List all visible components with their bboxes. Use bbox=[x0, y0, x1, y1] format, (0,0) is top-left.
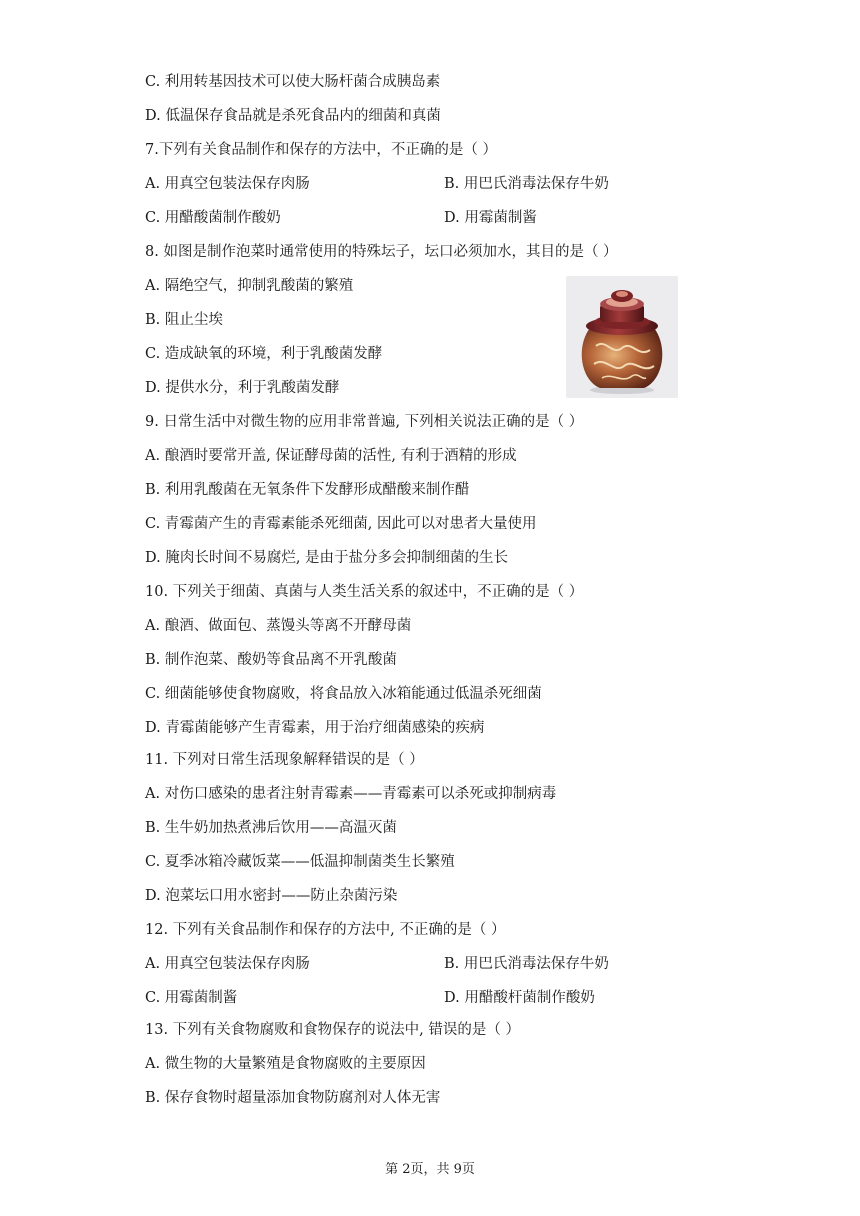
option-10a: A. 酿酒、做面包、蒸馒头等离不开酵母菌 bbox=[145, 618, 412, 634]
question-8: 8. 如图是制作泡菜时通常使用的特殊坛子，坛口必须加水，其目的是（ ） bbox=[145, 244, 618, 260]
option-12b: B. 用巴氏消毒法保存牛奶 bbox=[444, 956, 609, 972]
option-9c: C. 青霉菌产生的青霉素能杀死细菌, 因此可以对患者大量使用 bbox=[145, 516, 537, 532]
option-13a: A. 微生物的大量繁殖是食物腐败的主要原因 bbox=[145, 1056, 426, 1072]
question-13: 13. 下列有关食物腐败和食物保存的说法中, 错误的是（ ） bbox=[145, 1022, 520, 1038]
option-11c: C. 夏季冰箱冷藏饭菜——低温抑制菌类生长繁殖 bbox=[145, 854, 455, 870]
question-12: 12. 下列有关食品制作和保存的方法中, 不正确的是（ ） bbox=[145, 922, 506, 938]
option-8d: D. 提供水分，利于乳酸菌发酵 bbox=[145, 380, 340, 396]
option-9a: A. 酿酒时要常开盖, 保证酵母菌的活性, 有利于酒精的形成 bbox=[145, 448, 517, 464]
page-number-footer: 第 2页，共 9页 bbox=[385, 1162, 475, 1177]
option-6d: D. 低温保存食品就是杀死食品内的细菌和真菌 bbox=[145, 108, 441, 124]
option-12c: C. 用霉菌制酱 bbox=[145, 990, 238, 1006]
option-6c: C. 利用转基因技术可以使大肠杆菌合成胰岛素 bbox=[145, 74, 441, 90]
option-8b: B. 阻止尘埃 bbox=[145, 312, 223, 328]
pickle-jar-icon bbox=[566, 276, 678, 398]
option-8a: A. 隔绝空气，抑制乳酸菌的繁殖 bbox=[145, 278, 354, 294]
option-10d: D. 青霉菌能够产生青霉素，用于治疗细菌感染的疾病 bbox=[145, 720, 485, 736]
option-7b: B. 用巴氏消毒法保存牛奶 bbox=[444, 176, 609, 192]
option-7d: D. 用霉菌制酱 bbox=[444, 210, 537, 226]
question-9: 9. 日常生活中对微生物的应用非常普遍, 下列相关说法正确的是（ ） bbox=[145, 414, 584, 430]
option-9d: D. 腌肉长时间不易腐烂, 是由于盐分多会抑制细菌的生长 bbox=[145, 550, 509, 566]
option-7c: C. 用醋酸菌制作酸奶 bbox=[145, 210, 281, 226]
option-12d: D. 用醋酸杆菌制作酸奶 bbox=[444, 990, 595, 1006]
option-12a: A. 用真空包装法保存肉肠 bbox=[145, 956, 310, 972]
option-11a: A. 对伤口感染的患者注射青霉素——青霉素可以杀死或抑制病毒 bbox=[145, 786, 557, 802]
question-11: 11. 下列对日常生活现象解释错误的是（ ） bbox=[145, 752, 424, 768]
option-10b: B. 制作泡菜、酸奶等食品离不开乳酸菌 bbox=[145, 652, 397, 668]
question-7: 7.下列有关食品制作和保存的方法中，不正确的是（ ） bbox=[145, 142, 497, 158]
option-7a: A. 用真空包装法保存肉肠 bbox=[145, 176, 310, 192]
option-11d: D. 泡菜坛口用水密封——防止杂菌污染 bbox=[145, 888, 398, 904]
option-13b: B. 保存食物时超量添加食物防腐剂对人体无害 bbox=[145, 1090, 441, 1106]
option-11b: B. 生牛奶加热煮沸后饮用——高温灭菌 bbox=[145, 820, 397, 836]
option-10c: C. 细菌能够使食物腐败，将食品放入冰箱能通过低温杀死细菌 bbox=[145, 686, 542, 702]
option-8c: C. 造成缺氧的环境，利于乳酸菌发酵 bbox=[145, 346, 383, 362]
question-10: 10. 下列关于细菌、真菌与人类生活关系的叙述中，不正确的是（ ） bbox=[145, 584, 584, 600]
option-9b: B. 利用乳酸菌在无氧条件下发酵形成醋酸来制作醋 bbox=[145, 482, 470, 498]
